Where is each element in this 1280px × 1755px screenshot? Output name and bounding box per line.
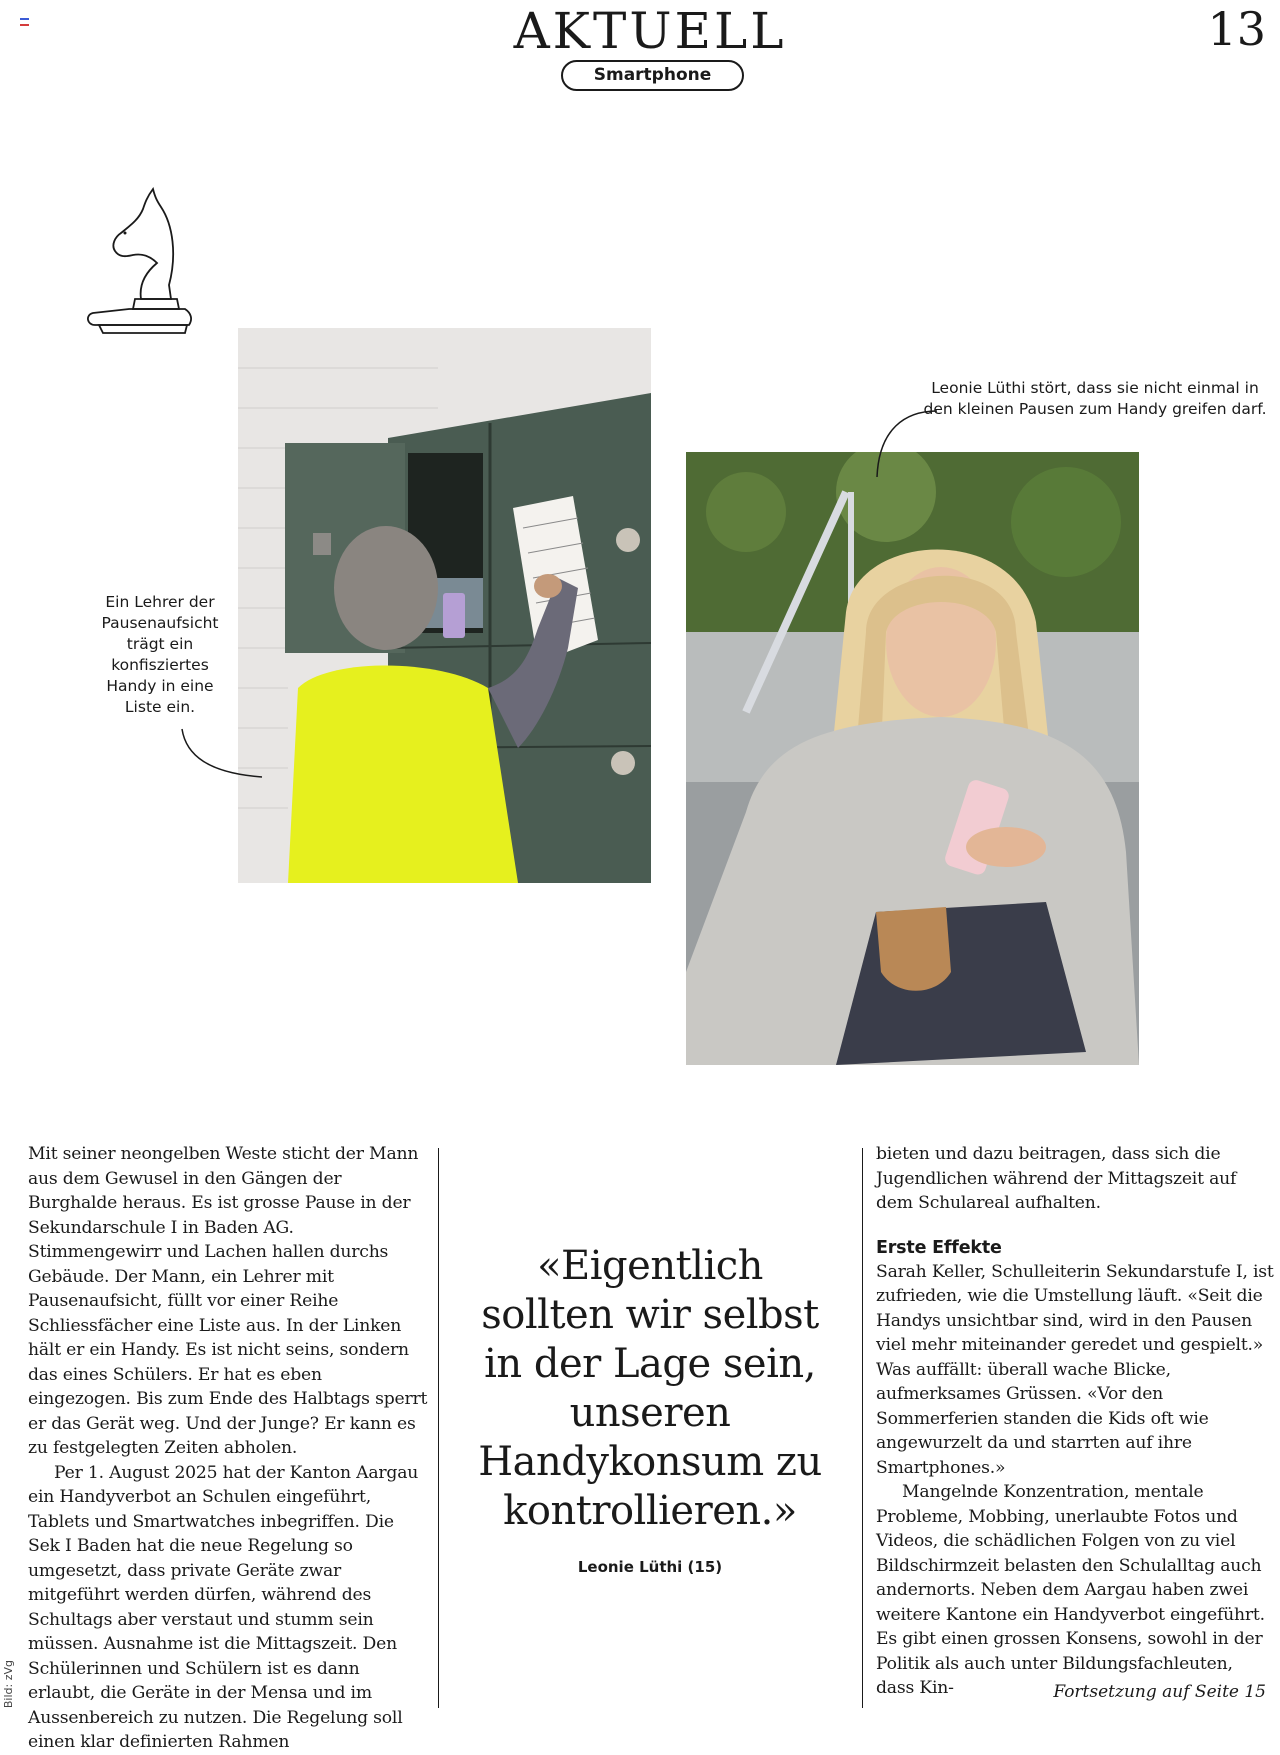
subheading: Erste Effekte	[876, 1237, 1002, 1258]
continuation-note: Fortsetzung auf Seite 15	[1053, 1682, 1266, 1702]
caption-right: Leonie Lüthi stört, dass sie nicht einmal in den kleinen Pausen zum Handy greifen darf.	[923, 379, 1267, 418]
paragraph: Per 1. August 2025 hat der Kanton Aargau ein Handyverbot an Schulen eingeführt, Tablets und Smartwatches inbegriffen. Die Sek I Baden hat die neue Regelung so umgesetzt, dass private Geräte zwar mitgeführt werden dürfen, während des Schultags aber verstaut und stumm sein müssen. Ausnahme ist die Mittagszeit. Den Schülerinnen und Schülern ist es dann erlaubt, die Geräte in der Mensa und im Aussenbereich zu nutzen. Die Regelung soll einen klar definierten Rahmen	[28, 1462, 419, 1752]
paragraph: Sarah Keller, Schulleiterin Sekundarstufe I, ist zufrieden, wie die Umstellung läuft. «Seit die Handys unsichtbar sind, wird in den Pausen viel mehr miteinander geredet und gespielt.» Was auffällt: überall wache Blicke, aufmerksames Grüssen. «Vor den Sommerferien standen die Kids oft wie angewurzelt da und starrten auf ihre Smartphones.»	[876, 1261, 1274, 1478]
pull-quote: «Eigentlich sollten wir selbst in der Lage sein, unseren Handykonsum zu kontrollieren.»	[478, 1243, 822, 1534]
article-column-left	[28, 1142, 428, 1755]
section-title: AKTUELL	[513, 2, 787, 60]
page-number: 13	[1207, 2, 1266, 56]
caption-pointer-icon	[865, 405, 945, 485]
caption-pointer-icon	[178, 725, 268, 785]
quote-author: Leonie Lüthi (15)	[577, 1558, 723, 1576]
teacher-locker-photo	[238, 328, 651, 883]
paragraph: bieten und dazu beitragen, dass sich die Jugendlichen während der Mittagszeit auf dem Schulareal aufhalten.	[876, 1144, 1237, 1213]
paragraph: Mit seiner neongelben Weste sticht der Mann aus dem Gewusel in den Gängen der Burghalde heraus. Es ist grosse Pause in der Sekundarschule I in Baden AG. Stimmengewirr und Lachen hallen durchs Gebäude. Der Mann, ein Lehrer mit Pausenaufsicht, füllt vor einer Reihe Schliessfächer eine Liste aus. In der Linken hält er ein Handy. Es ist nicht seins, sondern das eines Schülers. Er hat es eben eingezogen. Bis zum Ende des Halbtags sperrt er das Gerät weg. Und der Junge? Er kann es zu festgelegten Zeiten abholen.	[28, 1144, 428, 1458]
topic-badge: Smartphone	[561, 60, 744, 91]
article-column-right	[876, 1142, 1276, 1701]
chess-knight-icon	[85, 185, 195, 340]
photo-credit: Bild: zVg	[2, 1660, 15, 1709]
column-divider	[438, 1148, 439, 1708]
student-bag-photo	[686, 452, 1139, 1065]
column-divider	[862, 1148, 863, 1708]
paragraph: Mangelnde Konzentration, mentale Probleme, Mobbing, unerlaubte Fotos und Videos, die schädlichen Folgen von zu viel Bildschirmzeit belasten den Schulalltag auch andernorts. Neben dem Aargau haben zwei weitere Kantone ein Handyverbot eingeführt. Es gibt einen grossen Konsens, sowohl in der Politik als auch unter Bildungsfachleuten, dass Kin-	[876, 1482, 1265, 1698]
caption-left: Ein Lehrer der Pausenaufsicht trägt ein konfisziertes Handy in eine Liste ein.	[101, 593, 219, 716]
